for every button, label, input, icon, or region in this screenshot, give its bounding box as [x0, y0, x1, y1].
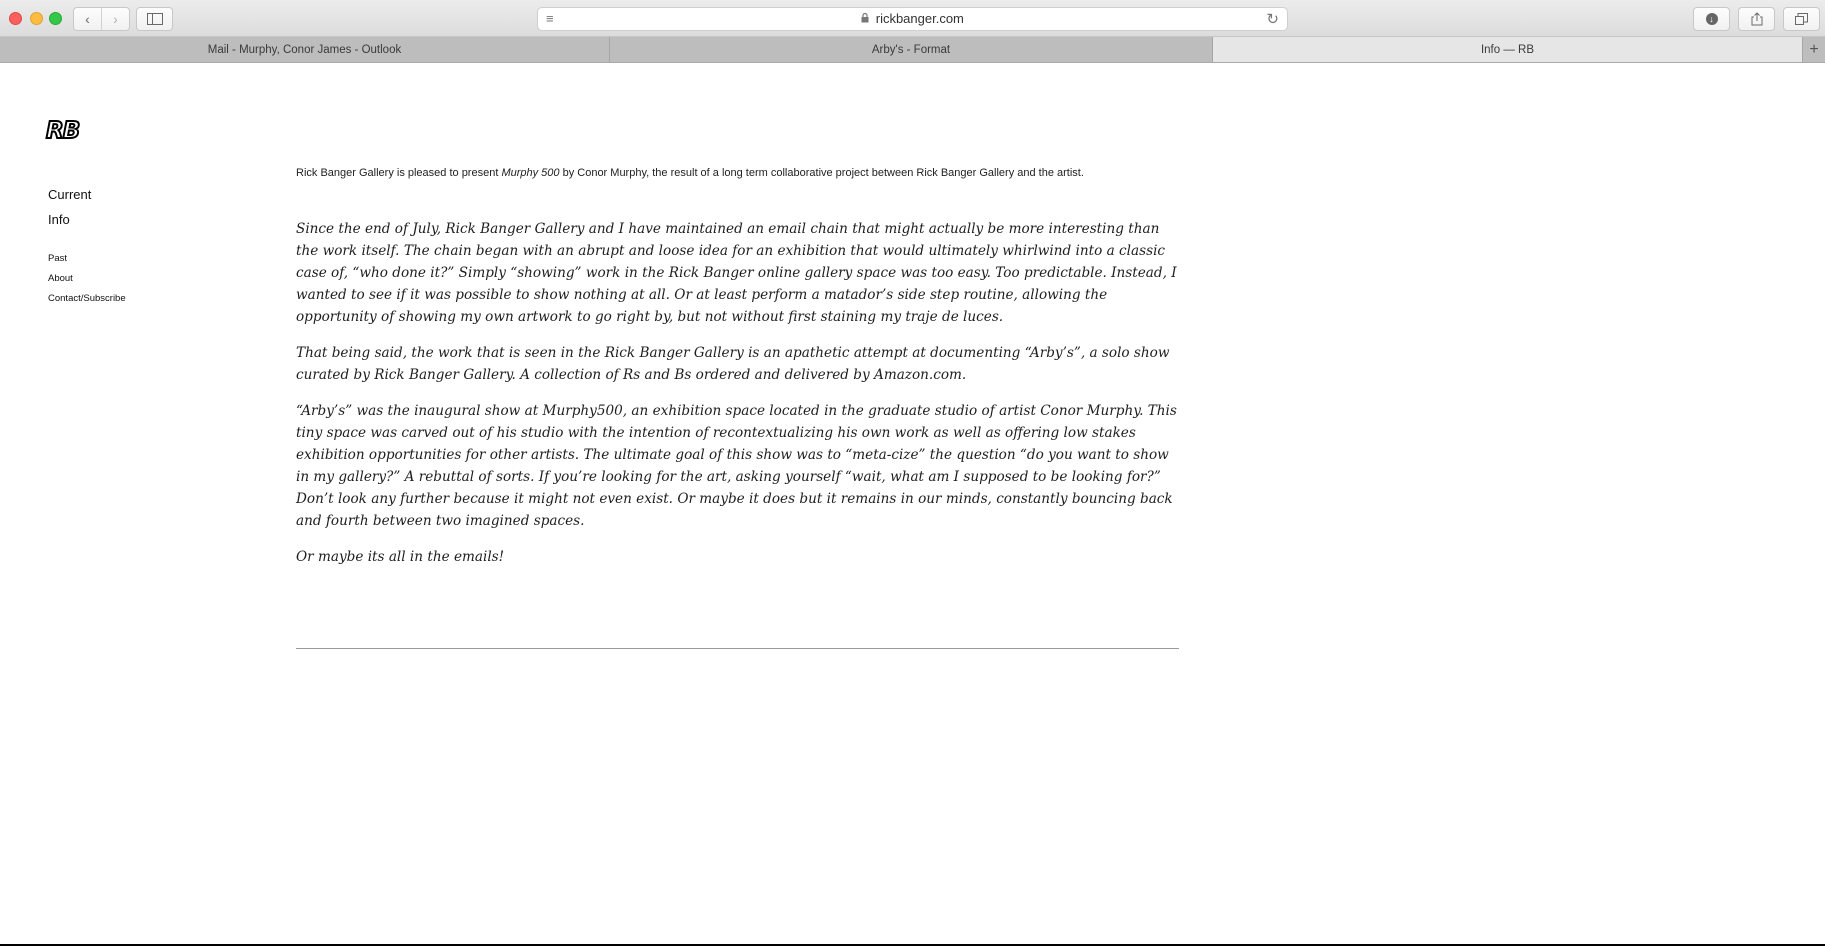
nav-link-contact-subscribe[interactable]: Contact/Subscribe: [48, 293, 126, 304]
essay-paragraph: Since the end of July, Rick Banger Gallery and I have maintained an email chain that might actually be more interesting than the work itself. The chain began with an abrupt and loose idea for an exhibition that would ultimately whirlwind into a classic case of, “who done it?” Simply “showing” work in the Rick Banger online gallery space was too easy. Too predictable. Instead, I wanted to see if it was possible to show nothing at all. Or at least perform a matador’s side step routine, allowing the opportunity of showing my own artwork to go right by, but not without first staining my traje de luces.: [296, 221, 1177, 325]
share-button[interactable]: [1738, 7, 1775, 31]
chevron-left-icon: ‹: [85, 11, 90, 27]
back-button[interactable]: [74, 8, 101, 30]
plus-icon: +: [1809, 40, 1819, 58]
sidebar-icon: [147, 13, 163, 25]
zoom-window-button[interactable]: [49, 12, 62, 25]
tab-label: Info — RB: [1480, 43, 1535, 56]
download-icon: ↓: [1706, 13, 1718, 25]
main-content: [296, 164, 1180, 582]
tab-label: Mail - Murphy, Conor James - Outlook: [207, 43, 402, 56]
essay: [296, 218, 1180, 568]
tab-mail-outlook[interactable]: [0, 37, 610, 62]
tab-bar: [0, 37, 1825, 63]
nav-link-about[interactable]: About: [48, 273, 73, 284]
lock-icon: [861, 13, 869, 23]
essay-paragraph: Or maybe its all in the emails!: [296, 549, 505, 565]
content-divider: [296, 648, 1179, 649]
minimize-window-button[interactable]: [30, 12, 43, 25]
tab-arbys-format[interactable]: [610, 37, 1213, 62]
sidebar-toggle-button[interactable]: [136, 7, 173, 31]
chevron-right-icon: ›: [113, 11, 118, 27]
tab-info-rb[interactable]: [1213, 37, 1803, 62]
tab-overview-button[interactable]: [1783, 7, 1820, 31]
primary-nav: [48, 182, 91, 232]
share-icon: [1751, 12, 1763, 26]
essay-paragraph: That being said, the work that is seen in the Rick Banger Gallery is an apathetic attempt at documenting “Arby’s”, a solo show curated by Rick Banger Gallery. A collection of Rs and Bs ordered and delivered by Amazon.com.: [296, 345, 1170, 383]
secondary-nav: [48, 249, 126, 309]
essay-paragraph: “Arby’s” was the inaugural show at Murphy500, an exhibition space located in the graduate studio of artist Conor Murphy. This tiny space was carved out of his studio with the intention of recontextualizing his own work as well as offering low stakes exhibition opportunities for other artists. The ultimate goal of this show was to “meta-cize” the question “do you want to show in my gallery?” A rebuttal of sorts. If you’re looking for the art, asking yourself “wait, what am I supposed to be looking for?” Don’t look any further because it might not even exist. Or maybe it does but it remains in our minds, constantly bouncing back and fourth between two imagined spaces.: [296, 403, 1177, 529]
intro-text: Rick Banger Gallery is pleased to present Murphy 500 by Conor Murphy, the result of a long term collaborative project between Rick Banger Gallery and the artist.: [296, 167, 1084, 179]
reader-icon[interactable]: ≡: [546, 11, 554, 26]
history-nav-group: [73, 7, 130, 31]
downloads-button[interactable]: [1693, 7, 1730, 31]
tabs-overview-icon: [1795, 13, 1808, 25]
site-logo[interactable]: RB: [46, 118, 80, 144]
exhibition-title: Murphy 500: [501, 167, 560, 179]
nav-link-current[interactable]: Current: [48, 187, 92, 202]
close-window-button[interactable]: [9, 12, 22, 25]
new-tab-button[interactable]: [1803, 37, 1825, 62]
nav-link-past[interactable]: Past: [48, 253, 68, 264]
forward-button[interactable]: [101, 8, 129, 30]
url-text: rickbanger.com: [875, 11, 964, 26]
browser-toolbar: [0, 0, 1825, 37]
nav-link-info[interactable]: Info: [48, 212, 70, 227]
tab-label: Arby's - Format: [871, 43, 951, 56]
address-bar[interactable]: [537, 7, 1288, 31]
reload-icon[interactable]: ↻: [1266, 11, 1279, 28]
